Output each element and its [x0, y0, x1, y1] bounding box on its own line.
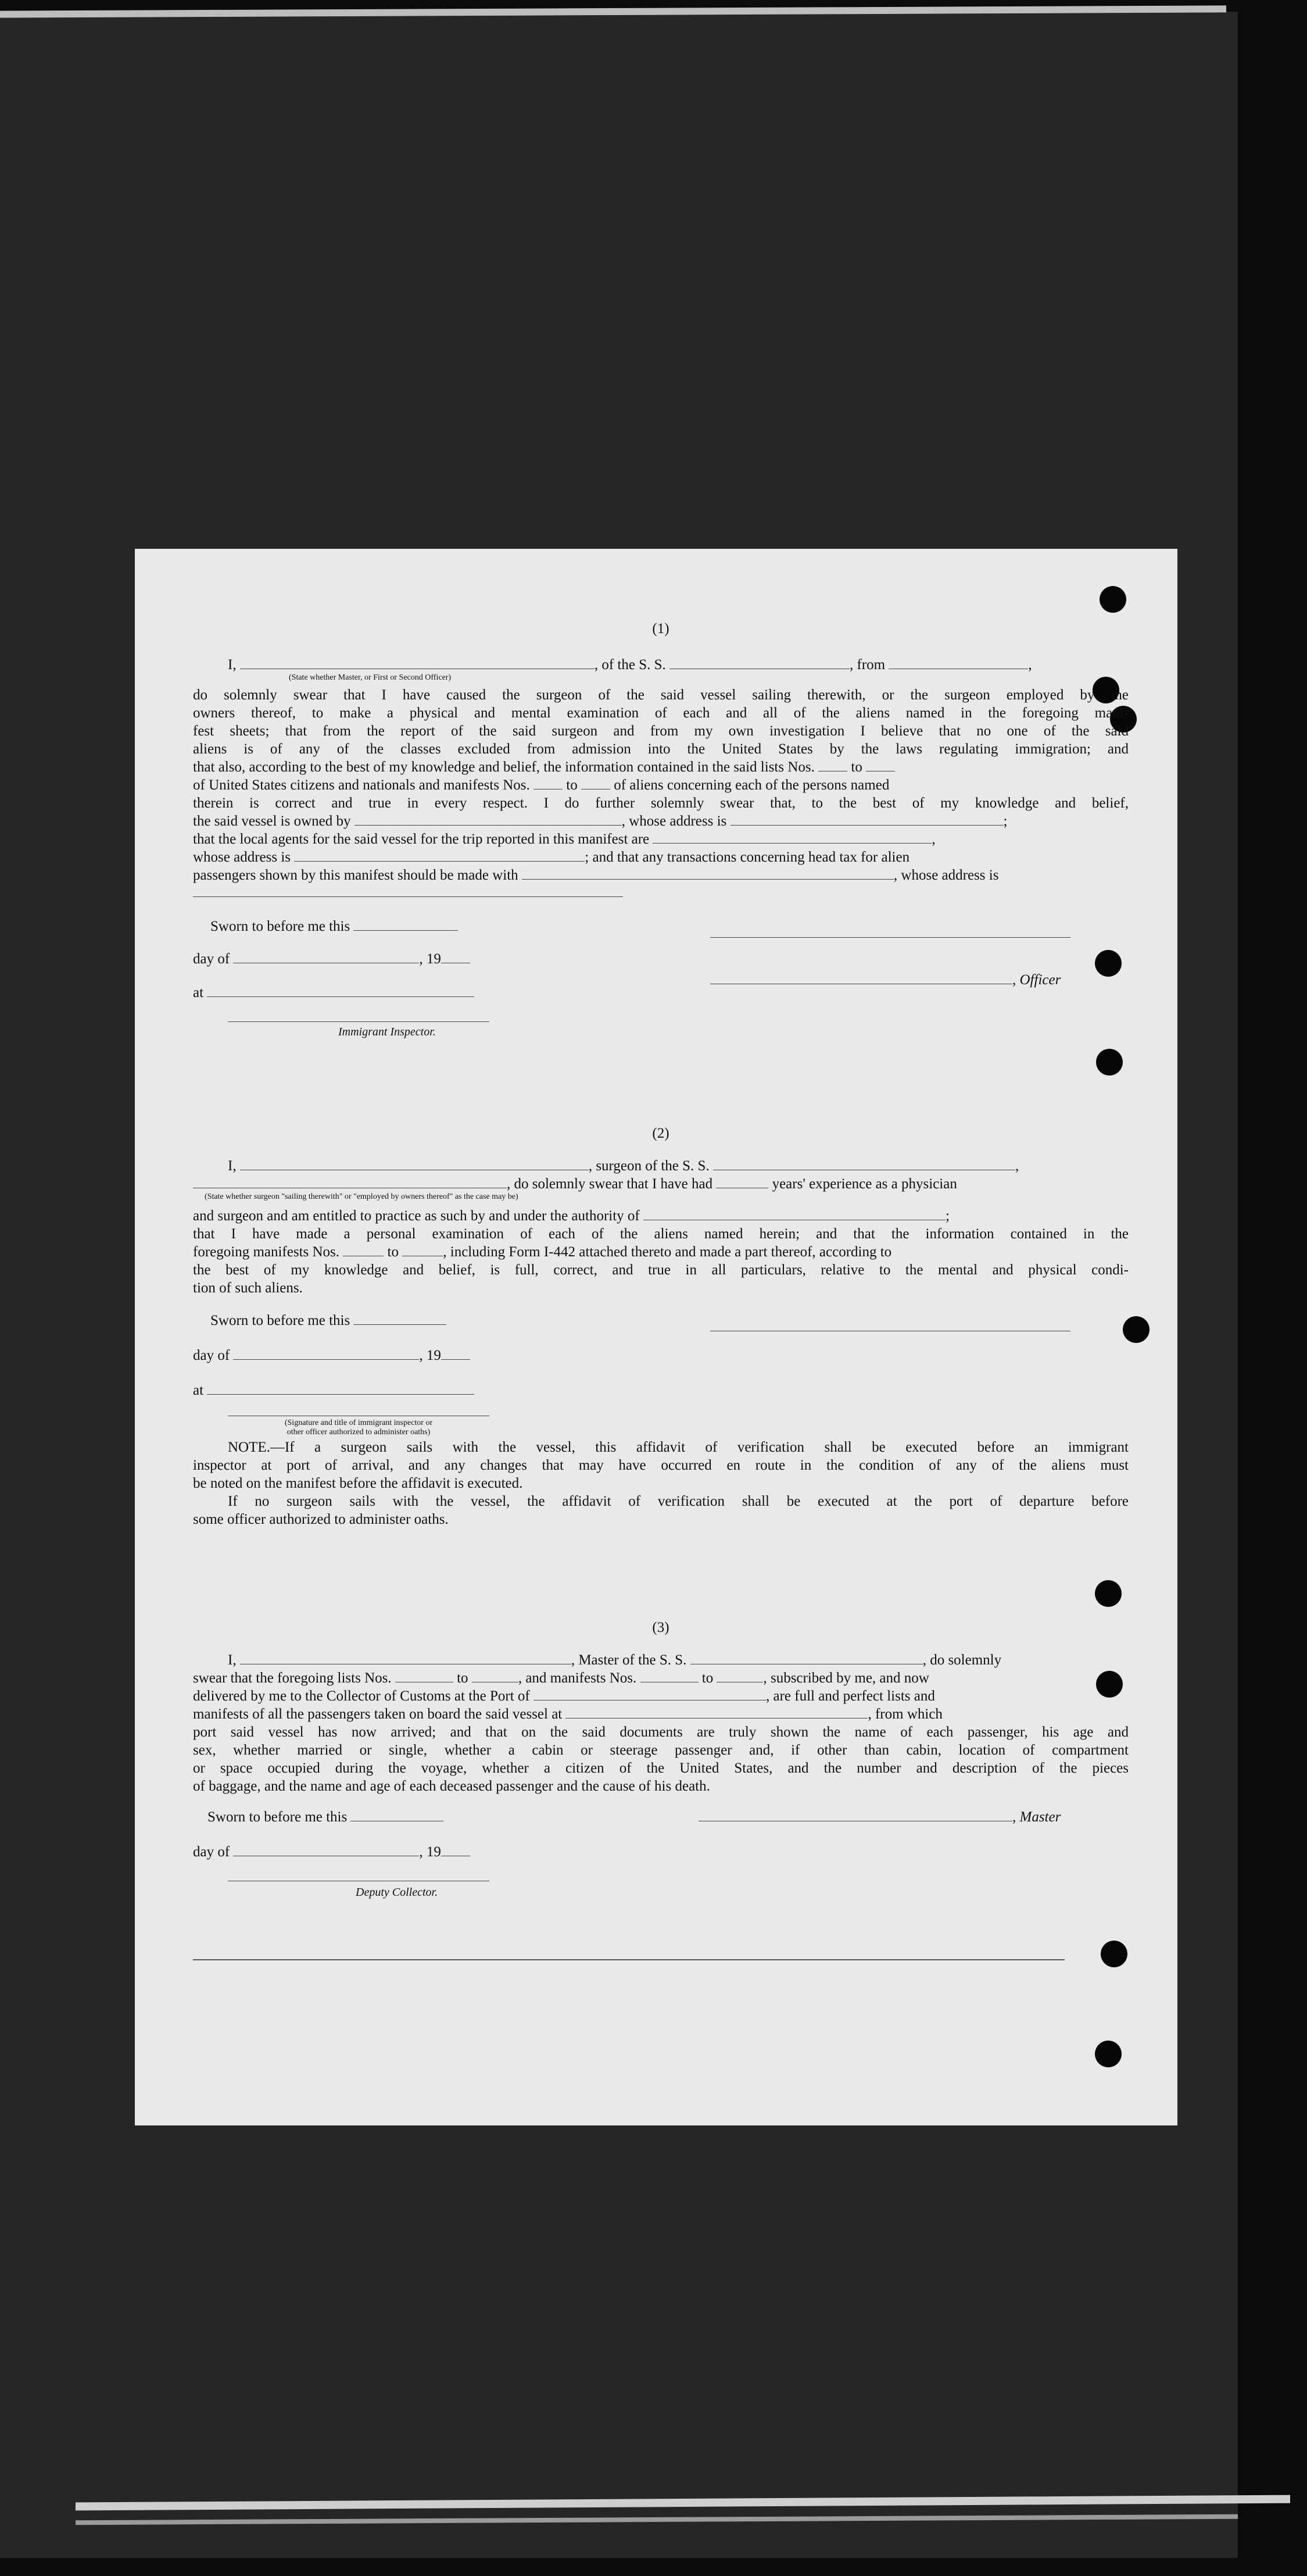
text: passengers shown by this manifest should be made with — [193, 867, 522, 883]
text: , whose address is — [893, 867, 999, 883]
from-field[interactable] — [889, 658, 1028, 669]
punch-hole — [1095, 2041, 1122, 2067]
paragraph-line: or space occupied during the voyage, whether a citizen of the United States, and the number and description of the pieces — [193, 1760, 1129, 1776]
text: manifests of all the passengers taken on board the said vessel at — [193, 1706, 566, 1722]
year-field[interactable] — [441, 1349, 470, 1360]
text: , of the S. S. — [594, 657, 670, 673]
text: , from which — [868, 1706, 943, 1722]
text: I, — [228, 657, 240, 673]
text: , — [1028, 657, 1032, 673]
list-no-field[interactable] — [818, 760, 847, 771]
manifest-no-field[interactable] — [581, 778, 610, 789]
paragraph-line: that I have made a personal examination of each of the aliens named herein; and that the information contained in the — [193, 1226, 1129, 1242]
text: , including Form I-442 attached thereto and made a part thereof, according to — [443, 1244, 892, 1260]
text: to — [453, 1670, 472, 1686]
manifest-no-field[interactable] — [640, 1671, 699, 1682]
sworn-date-field[interactable] — [350, 1810, 443, 1821]
text: ; and that any transactions concerning head tax for alien — [585, 849, 910, 865]
text: that the local agents for the said vessel for the trip reported in this manifest are — [193, 831, 653, 847]
inspector-label: Immigrant Inspector. — [338, 1026, 436, 1038]
paragraph-line: the best of my knowledge and belief, is full, correct, and true in all particulars, relative to the mental and physical condi- — [193, 1262, 1129, 1278]
paragraph-line: sex, whether married or single, whether a cabin or steerage passenger and, if other than cabin, location of compartment — [193, 1742, 1129, 1758]
document-page — [135, 549, 1177, 2125]
at-field[interactable] — [207, 986, 474, 997]
embark-line — [193, 1705, 1129, 1723]
inspector-signature-field[interactable] — [228, 1021, 489, 1022]
at-line: at — [193, 1381, 474, 1399]
text: delivered by me to the Collector of Customs at the Port of — [193, 1688, 533, 1704]
manifest-no-field[interactable] — [533, 778, 563, 789]
text: , from — [850, 657, 889, 673]
embark-port-field[interactable] — [565, 1707, 868, 1718]
text: I, — [228, 1652, 240, 1668]
owner-field[interactable] — [354, 814, 622, 826]
paragraph-line: owners thereof, to make a physical and mental examination of each and all of the aliens named in the foregoing mani- — [193, 705, 1129, 721]
port-line — [193, 1687, 1129, 1705]
agents-line — [193, 830, 1129, 848]
surgeon-name-field[interactable] — [240, 1159, 589, 1170]
paragraph-line: fest sheets; that from the report of the said surgeon and from my own investigation I believe that no one of the said — [193, 723, 1129, 739]
bottom-rule — [193, 1959, 1065, 1960]
punch-hole — [1101, 1941, 1127, 1967]
sworn-label: Sworn to before me this — [210, 1312, 446, 1330]
signature-field[interactable] — [710, 1330, 1070, 1331]
sworn-label: Sworn to before me this — [210, 917, 458, 935]
text: of aliens concerning each of the persons named — [610, 777, 890, 793]
list-no-field[interactable] — [472, 1671, 518, 1682]
vessel-field[interactable] — [690, 1653, 923, 1664]
text: to — [847, 759, 866, 775]
vessel-field[interactable] — [669, 658, 850, 669]
master-line — [193, 1651, 1129, 1669]
paragraph-line: port said vessel has now arrived; and that on the said documents are truly shown the name of each passenger, his age and — [193, 1724, 1129, 1740]
text: , are full and perfect lists and — [766, 1688, 935, 1704]
owner-line — [193, 812, 1129, 830]
note-line: If no surgeon sails with the vessel, the affidavit of verification shall be executed at the port of departure before — [228, 1494, 1129, 1509]
authority-field[interactable] — [643, 1209, 946, 1220]
signature-note: (Signature and title of immigrant inspector or other officer authorized to administer oaths) — [284, 1419, 433, 1437]
text: swear that the foregoing lists Nos. — [193, 1670, 395, 1686]
text: to — [563, 777, 581, 793]
collector-label: Deputy Collector. — [356, 1886, 438, 1899]
year-field[interactable] — [441, 952, 470, 963]
text: the said vessel is owned by — [193, 813, 354, 829]
text: , subscribed by me, and now — [763, 1670, 929, 1686]
day-field[interactable] — [233, 952, 419, 963]
section-number: (1) — [652, 621, 669, 637]
list-no-field[interactable] — [866, 760, 895, 771]
surgeon-status-field[interactable] — [193, 1177, 507, 1188]
at-field[interactable] — [207, 1384, 474, 1395]
surgeon-line — [193, 1157, 1129, 1175]
section-number: (2) — [652, 1126, 669, 1141]
text: of United States citizens and nationals and manifests Nos. — [193, 777, 533, 793]
head-tax-field[interactable] — [522, 869, 894, 880]
at-line: at — [193, 984, 474, 1002]
port-field[interactable] — [533, 1689, 766, 1700]
text: , and manifests Nos. — [518, 1670, 640, 1686]
day-field[interactable] — [233, 1845, 419, 1856]
paragraph-line: do solemnly swear that I have caused the surgeon of the said vessel sailing therewith, or the surgeon employed by the — [193, 687, 1129, 703]
field-note: (State whether Master, or First or Second Officer) — [289, 673, 452, 682]
punch-hole — [1096, 1049, 1123, 1076]
inspector-signature-field[interactable] — [228, 1415, 489, 1416]
text: to — [384, 1244, 403, 1260]
text: ; — [946, 1208, 950, 1224]
day-field[interactable] — [233, 1349, 419, 1360]
manifest-no-field[interactable] — [402, 1245, 443, 1256]
lists-line — [193, 1669, 1129, 1687]
vessel-field[interactable] — [713, 1159, 1015, 1170]
text: , — [932, 831, 936, 847]
years-field[interactable] — [716, 1177, 768, 1188]
master-line — [193, 656, 1129, 674]
master-name-field[interactable] — [240, 1653, 571, 1664]
sworn-label: Sworn to before me this — [207, 1808, 443, 1826]
text: and surgeon and am entitled to practice as such by and under the authority of — [193, 1208, 643, 1224]
agents-field[interactable] — [653, 833, 932, 844]
note-line: be noted on the manifest before the affidavit is executed. — [193, 1475, 523, 1491]
text: to — [698, 1670, 717, 1686]
authority-line — [193, 1207, 1129, 1225]
signature-field[interactable] — [710, 937, 1070, 938]
paragraph-line: therein is correct and true in every respect. I do further solemnly swear that, to the best of my knowledge and belief, — [193, 795, 1129, 811]
text: , surgeon of the S. S. — [588, 1158, 713, 1174]
lists-line — [193, 758, 1129, 776]
day-line: day of , 19 — [193, 1346, 470, 1364]
affidavit-section-2 — [193, 1124, 1129, 1566]
manifest-no-field[interactable] — [343, 1245, 384, 1256]
text: foregoing manifests Nos. — [193, 1244, 343, 1260]
manifests-line — [193, 1243, 1129, 1261]
text: I, — [228, 1158, 240, 1174]
text: years' experience as a physician — [768, 1176, 957, 1192]
manifest-no-field[interactable] — [717, 1671, 763, 1682]
note-line: NOTE.—If a surgeon sails with the vessel, this affidavit of verification shall be executed before an immigrant — [228, 1439, 1129, 1455]
officer-line: , Officer — [710, 971, 1061, 989]
text: , do solemnly swear that I have had — [507, 1176, 717, 1192]
name-field[interactable] — [240, 658, 595, 669]
list-no-field[interactable] — [395, 1671, 453, 1682]
officer-signature-field[interactable] — [710, 973, 1012, 984]
sworn-date-field[interactable] — [353, 1314, 446, 1325]
punch-hole — [1095, 1580, 1122, 1607]
paragraph-line: tion of such aliens. — [193, 1280, 303, 1296]
affidavit-section-3 — [193, 1619, 1129, 1944]
manifests-line — [193, 776, 1129, 794]
section-number: (3) — [652, 1620, 669, 1635]
affidavit-section-1 — [193, 620, 1129, 1050]
master-signature-line: , Master — [699, 1808, 1061, 1826]
master-signature-field[interactable] — [699, 1810, 1012, 1821]
agent-address-field[interactable] — [294, 851, 585, 862]
text: , Master of the S. S. — [571, 1652, 690, 1668]
text: ; — [1003, 813, 1008, 829]
note-line: inspector at port of arrival, and any changes that may have occurred en route in the condition of any of the aliens must — [193, 1457, 1129, 1473]
sworn-date-field[interactable] — [353, 920, 458, 931]
text: that also, according to the best of my knowledge and belief, the information contained in the said lists Nos. — [193, 759, 819, 775]
field-note: (State whether surgeon "sailing therewith" or "employed by owners thereof" as the case may be) — [205, 1192, 518, 1201]
paragraph-line: aliens is of any of the classes excluded from admission into the United States by the laws regulating immigration; and — [193, 741, 1129, 757]
text: , do solemnly — [922, 1652, 1002, 1668]
experience-line — [193, 1175, 1129, 1193]
address-field[interactable] — [193, 896, 623, 897]
owner-address-field[interactable] — [731, 814, 1004, 826]
day-line: day of , 19 — [193, 950, 470, 968]
collector-signature-field[interactable] — [228, 1880, 489, 1881]
agent-address-line — [193, 848, 1129, 866]
head-tax-line — [193, 866, 1129, 884]
punch-hole — [1100, 586, 1126, 613]
text: , — [1015, 1158, 1019, 1174]
year-field[interactable] — [441, 1845, 470, 1856]
text: , whose address is — [621, 813, 731, 829]
text: whose address is — [193, 849, 295, 865]
note-line: some officer authorized to administer oaths. — [193, 1512, 449, 1527]
paragraph-line: of baggage, and the name and age of each deceased passenger and the cause of his death. — [193, 1778, 710, 1794]
day-line: day of , 19 — [193, 1843, 470, 1861]
